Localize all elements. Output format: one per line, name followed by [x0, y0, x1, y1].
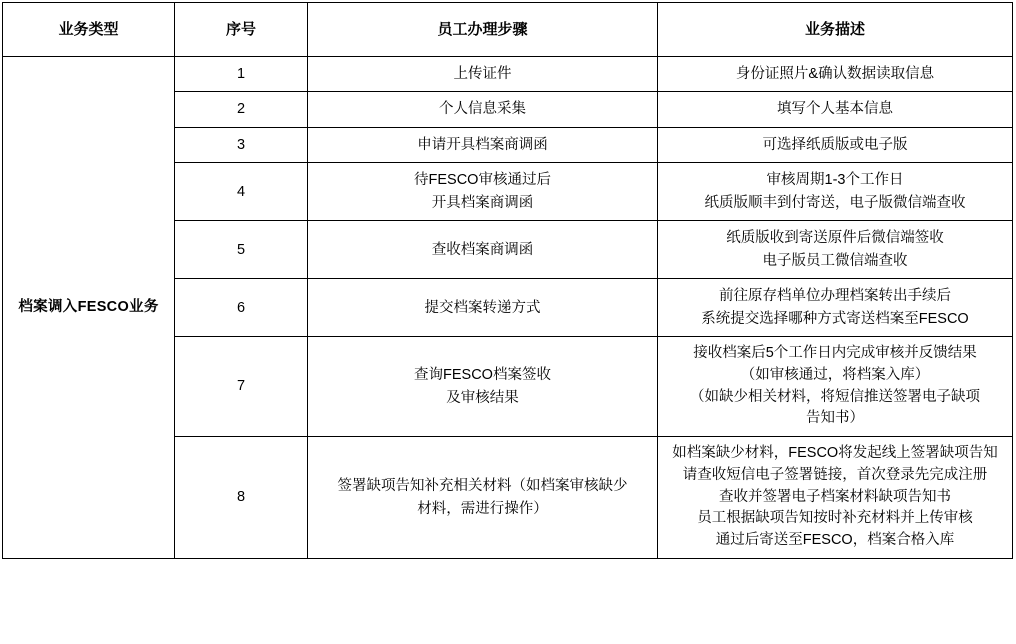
step-line: 及审核结果 [446, 389, 519, 406]
sequence-cell: 8 [175, 437, 308, 559]
step-line: 签署缺项告知补充相关材料（如档案审核缺少 [337, 478, 628, 495]
step-line: 申请开具档案商调函 [417, 136, 548, 153]
step-cell [308, 337, 658, 437]
table-body [3, 57, 1013, 559]
description-cell [658, 437, 1013, 559]
step-line: 上传证件 [453, 66, 512, 82]
description-cell [658, 163, 1013, 221]
column-header-employee-steps: 员工办理步骤 [308, 3, 658, 57]
business-type-cell: 档案调入FESCO业务 [3, 57, 175, 559]
description-line: 前往原存档单位办理档案转出手续后 [719, 288, 951, 305]
sequence-cell: 6 [175, 279, 308, 337]
description-line: 系统提交选择哪种方式寄送档案至FESCO [701, 310, 969, 327]
description-line: 请查收短信电子签署链接，首次登录先完成注册 [682, 466, 988, 483]
step-cell [308, 221, 658, 279]
column-header-business-description: 业务描述 [658, 3, 1013, 57]
sequence-cell: 7 [175, 337, 308, 437]
sequence-cell: 4 [175, 163, 308, 221]
description-line: 纸质版收到寄送原件后微信端签收 [726, 230, 944, 247]
process-table [2, 2, 1013, 559]
description-line: 电子版员工微信端查收 [762, 252, 908, 269]
description-line: 审核周期1-3个工作日 [766, 172, 904, 189]
step-line: 查收档案商调函 [431, 241, 534, 258]
table-header-row [3, 3, 1013, 57]
step-line: 待FESCO审核通过后 [414, 172, 551, 189]
sequence-cell: 2 [175, 92, 308, 127]
description-line: 告知书） [806, 410, 864, 427]
description-line: （如缺少相关材料，将短信推送签署电子缺项 [690, 388, 980, 405]
description-line: 可选择纸质版或电子版 [762, 136, 908, 153]
table-row [3, 57, 1013, 92]
description-cell [658, 221, 1013, 279]
step-cell [308, 437, 658, 559]
description-cell [658, 92, 1013, 127]
description-line: 接收档案后5个工作日内完成审核并反馈结果 [693, 345, 977, 362]
sequence-cell: 1 [175, 57, 308, 92]
step-cell [308, 127, 658, 162]
description-line: 纸质版顺丰到付寄送，电子版微信端查收 [704, 194, 966, 211]
step-line: 个人信息采集 [439, 101, 526, 118]
description-line: 查收并签署电子档案材料缺项告知书 [719, 488, 951, 505]
description-line: 员工根据缺项告知按时补充材料并上传审核 [697, 510, 973, 527]
description-cell [658, 57, 1013, 92]
description-cell [658, 127, 1013, 162]
column-header-sequence: 序号 [175, 3, 308, 57]
description-line: 如档案缺少材料，FESCO将发起线上签署缺项告知 [672, 445, 998, 462]
step-cell [308, 163, 658, 221]
step-cell [308, 57, 658, 92]
table-header [3, 3, 1013, 57]
description-line: 身份证照片&确认数据读取信息 [735, 66, 935, 82]
step-line: 材料，需进行操作） [417, 500, 548, 517]
column-header-business-type: 业务类型 [3, 3, 175, 57]
sequence-cell: 5 [175, 221, 308, 279]
step-line: 开具档案商调函 [431, 194, 534, 211]
description-line: 通过后寄送至FESCO，档案合格入库 [715, 532, 955, 549]
description-line: （如审核通过，将档案入库） [740, 366, 930, 383]
sequence-cell: 3 [175, 127, 308, 162]
step-cell [308, 92, 658, 127]
description-line: 填写个人基本信息 [777, 101, 893, 118]
step-line: 查询FESCO档案签收 [414, 367, 551, 384]
description-cell [658, 279, 1013, 337]
step-line: 提交档案转递方式 [424, 299, 541, 316]
step-cell [308, 279, 658, 337]
description-cell [658, 337, 1013, 437]
